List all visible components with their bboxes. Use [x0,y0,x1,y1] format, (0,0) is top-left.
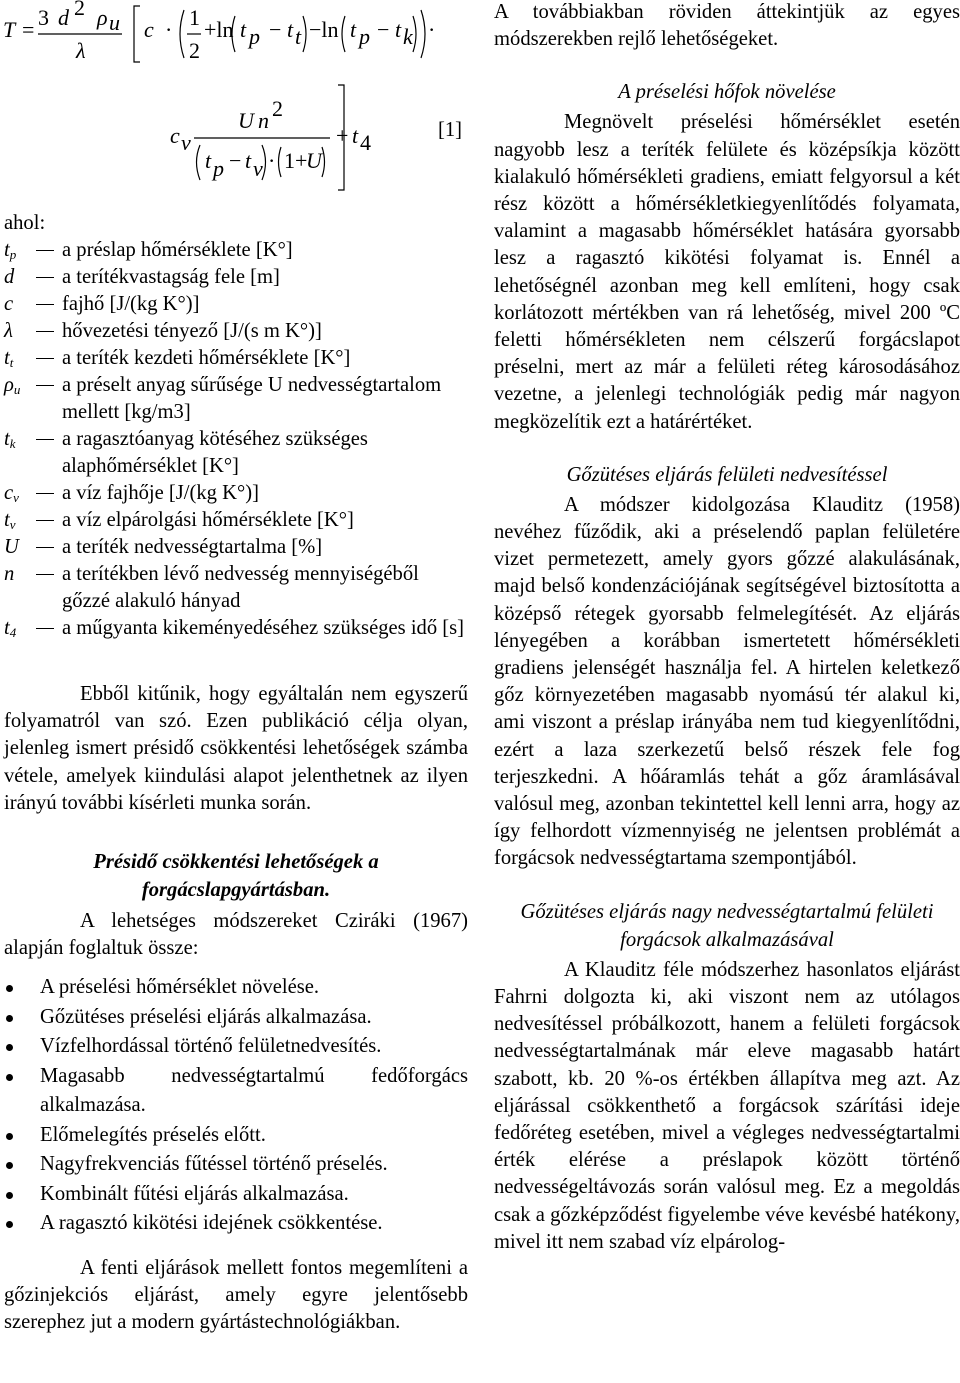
paragraph: A fenti eljárások mellett fontos megemlíteni a gőzinjekciós eljárást, amely egyre jelentősebb szerephez jut a modern gyártástechnológiákban. [4,1256,468,1334]
bullet-icon [6,985,13,992]
legend-dash [36,250,54,251]
svg-text:t: t [287,17,294,42]
legend-dash [36,304,54,305]
legend-definition: a ragasztóanyag kötéséhez szükséges alaphőmérséklet [K°] [62,428,368,477]
svg-text:3: 3 [38,5,49,30]
legend-dash [36,358,54,359]
method-list [4,973,468,1239]
legend-dash [36,493,54,494]
legend-symbol: U [4,536,19,558]
svg-text:+ln: +ln [204,17,234,42]
svg-text:·: · [428,17,436,42]
svg-text:p: p [213,156,224,181]
svg-text:4: 4 [360,130,371,155]
legend-symbol: λ [4,320,13,342]
list-item: A préselési hőmérséklet növelése. [4,973,468,1003]
svg-text:c: c [144,17,154,42]
legend-symbol: $t_t$ [4,347,14,370]
legend-item [0,318,468,345]
equation-tag: [1] [438,119,463,141]
paragraph: A módszer kidolgozása Klauditz (1958) nevéhez fűződik, aki a préselendő paplan felületére vizet permetezett, amely gyors gőzzé alakulásának, majd belső kondenzációjának segítségével biztosította a középső rétegek gyorsabb felmelegítését. Az eljárás lényegében a korábban ismertetett hőmérsékleti gradiens jelenségét használja fel. A hirtelen keletkező gőz környezetében magasabb nyomású tér alakul ki, ami viszont a préslap irányába nem tud kiegyenlítődni, ezért a laza szerkezetű belső részek fele fog terjeszkedni. A hőáramlás tehát a gőz áramlásával valósul meg, azonban tekintettel kell lenni arra, hogy az így felhordott vízmennyiség ne jelentsen problémát a forgácsok nedvességtartama szempontjából. [494,493,960,870]
legend-definition: a teríték nedvességtartalma [%] [62,536,323,558]
bullet-icon [6,1133,13,1140]
legend-symbol: n [4,563,15,585]
legend-symbol: $t_k$ [4,428,16,451]
paragraph: A lehetséges módszereket Cziráki (1967) alapján foglaltuk össze: [4,910,468,960]
legend-item [0,615,468,642]
legend-definition: a préslap hőmérséklete [K°] [62,239,293,261]
legend-item [0,426,468,480]
svg-text:v: v [253,156,263,181]
svg-text:2: 2 [272,96,283,121]
bullet-icon [6,1015,13,1022]
legend-symbol: $\rho_u$ [4,374,21,397]
legend-item [0,291,468,318]
legend-definition: a terítékvastagság fele [m] [62,266,280,288]
list-item: Vízfelhordással történő felületnedvesítés. [4,1032,468,1062]
svg-text:2: 2 [189,38,200,63]
legend-symbol: c [4,293,14,315]
legend-item [0,480,468,507]
svg-text:t: t [205,148,212,173]
svg-text:T: T [3,17,16,42]
legend-dash [36,574,54,575]
svg-text:+: + [336,123,349,148]
svg-text:U: U [306,148,322,173]
symbol-legend [0,210,468,642]
legend-definition: a víz elpárolgási hőmérséklete [K°] [62,509,354,531]
section-heading: Gőzütéses eljárás felületi nedvesítéssel [566,463,888,486]
right-column [494,0,960,1383]
bullet-icon [6,1044,13,1051]
legend-symbol: $t_v$ [4,509,16,532]
legend-item [0,507,468,534]
legend-symbol: $c_v$ [4,482,19,505]
svg-text:c: c [170,123,180,148]
legend-definition: a teríték kezdeti hőmérséklete [K°] [62,347,351,369]
svg-text:d: d [58,5,69,30]
svg-text:u: u [109,10,120,35]
legend-item [0,345,468,372]
legend-definition: fajhő [J/(kg K°)] [62,293,200,315]
bullet-icon [6,1192,13,1199]
svg-text:t: t [350,17,357,42]
legend-definition: a víz fajhője [J/(kg K°)] [62,482,259,504]
legend-item [0,264,468,291]
equation-formula [0,0,468,205]
svg-text:U: U [238,108,254,133]
list-item: Magasabb nedvességtartalmú fedőforgács alkalmazása. [4,1062,468,1121]
svg-text:·: · [165,17,173,42]
svg-text:t: t [395,17,402,42]
list-item: Kombinált fűtési eljárás alkalmazása. [4,1180,468,1210]
left-body [4,681,468,1337]
legend-item [0,237,468,264]
legend-dash [36,439,54,440]
svg-text:n: n [258,108,269,133]
legend-symbol: d [4,266,15,288]
legend-definition: a terítékben lévő nedvesség mennyiségéből gőzzé alakuló hányad [62,563,419,612]
svg-text:ρ: ρ [97,5,108,30]
section-heading: A préselési hőfok növelése [618,81,836,104]
legend-item [0,561,468,615]
paragraph: A továbbiakban röviden áttekintjük az egyes módszerekben rejlő lehetőségeket. [494,1,960,51]
legend-symbol: $t_p$ [4,239,17,262]
legend-dash [36,547,54,548]
legend-item [0,372,468,426]
bullet-icon [6,1162,13,1169]
list-item: A ragasztó kikötési idejének csökkentése. [4,1209,468,1239]
bullet-icon [6,1074,13,1081]
legend-definition: a műgyanta kikeményedéséhez szükséges idő [s] [62,617,465,639]
paragraph: A Klauditz féle módszerhez hasonlatos eljárást Fahrni dolgozta ki, aki viszont nem az utólagos nedvesítéssel próbálkozott, hanem a felületi forgácsok nedvességtartalmának már eleve magasabb határt szabott, kb. 20 %-os értékben állapítva meg azt. Az eljárással csökkenthető a forgácsok szárítási ideje fedőréteg esetében, mivel a végleges nedvességtartalmi érték elérése a préslapok között történő nedvességeltávozás során valósul meg. Ez a megoldás csak a gőzképződést figyelembe véve kevésbé hatékony, mivel itt nem szabad víz elpárolog- [494,958,960,1253]
svg-text:t: t [245,148,252,173]
legend-intro: ahol: [4,212,46,234]
svg-text:2: 2 [74,0,85,20]
svg-text:·: · [268,148,276,173]
svg-text:λ: λ [76,38,86,63]
list-item: Gőzütéses préselési eljárás alkalmazása. [4,1003,468,1033]
list-item: Nagyfrekvenciás fűtéssel történő préselés. [4,1150,468,1180]
svg-text:t: t [352,123,359,148]
section-heading: Présidő csökkentési lehetőségek a forgácslapgyártásban. [93,851,379,902]
svg-text:−ln: −ln [309,17,339,42]
section-heading: Gőzütéses eljárás nagy nedvességtartalmú felületi forgácsok alkalmazásával [520,900,934,951]
legend-item [0,534,468,561]
svg-text:−: − [377,17,390,42]
list-item: Előmelegítés préselés előtt. [4,1121,468,1151]
legend-dash [36,520,54,521]
legend-dash [36,277,54,278]
legend-definition: a préselt anyag sűrűsége U nedvességtartalom mellett [kg/m3] [62,374,442,423]
svg-text:p: p [359,24,370,49]
svg-text:v: v [181,130,191,155]
legend-dash [36,385,54,386]
svg-text:=: = [22,17,35,42]
legend-symbol: $t_4$ [4,617,17,640]
svg-text:k: k [403,24,413,49]
legend-dash [36,628,54,629]
svg-text:1+: 1+ [284,148,308,173]
svg-text:1: 1 [189,5,200,30]
paragraph: Megnövelt préselési hőmérséklet esetén nagyobb lesz a teríték felülete és középsíkja között kialakuló hőmérsékleti gradiens, emiatt felgyorsul a két rész között a hőmérsékletkiegyenlítődés folyamata, valamint a magasabb hőmérséklet hatására gyorsabb lesz a ragasztó kikötési folyamat is. Ennél a lehetőségnél azonban meg kell említeni, hogy csak korlátozott mértékben van rá lehetőség, mivel 200 ºC feletti hőmérsékleten nem célszerű forgácslapot préselni, mert az már a felületi réteg károsodásához vezetne, a jelenlegi technológiák pedig már nagyon megközelítik ezt a határértéket. [494,111,960,433]
svg-text:p: p [249,24,260,49]
left-column [0,0,468,1383]
svg-text:−: − [229,148,242,173]
svg-text:−: − [269,17,282,42]
legend-dash [36,331,54,332]
legend-definition: hővezetési tényező [J/(s m K°)] [62,320,322,342]
bullet-icon [6,1221,13,1228]
paragraph: Ebből kitűnik, hogy egyáltalán nem egyszerű folyamatról van szó. Ezen publikáció célja olyan, jelenleg ismert présidő csökkentési lehetőségek számba vétele, amelyek kiindulási alapot jelenthetnek az ilyen irányú további kísérleti munka során. [4,683,468,814]
svg-text:t: t [295,24,302,49]
svg-text:t: t [240,17,247,42]
